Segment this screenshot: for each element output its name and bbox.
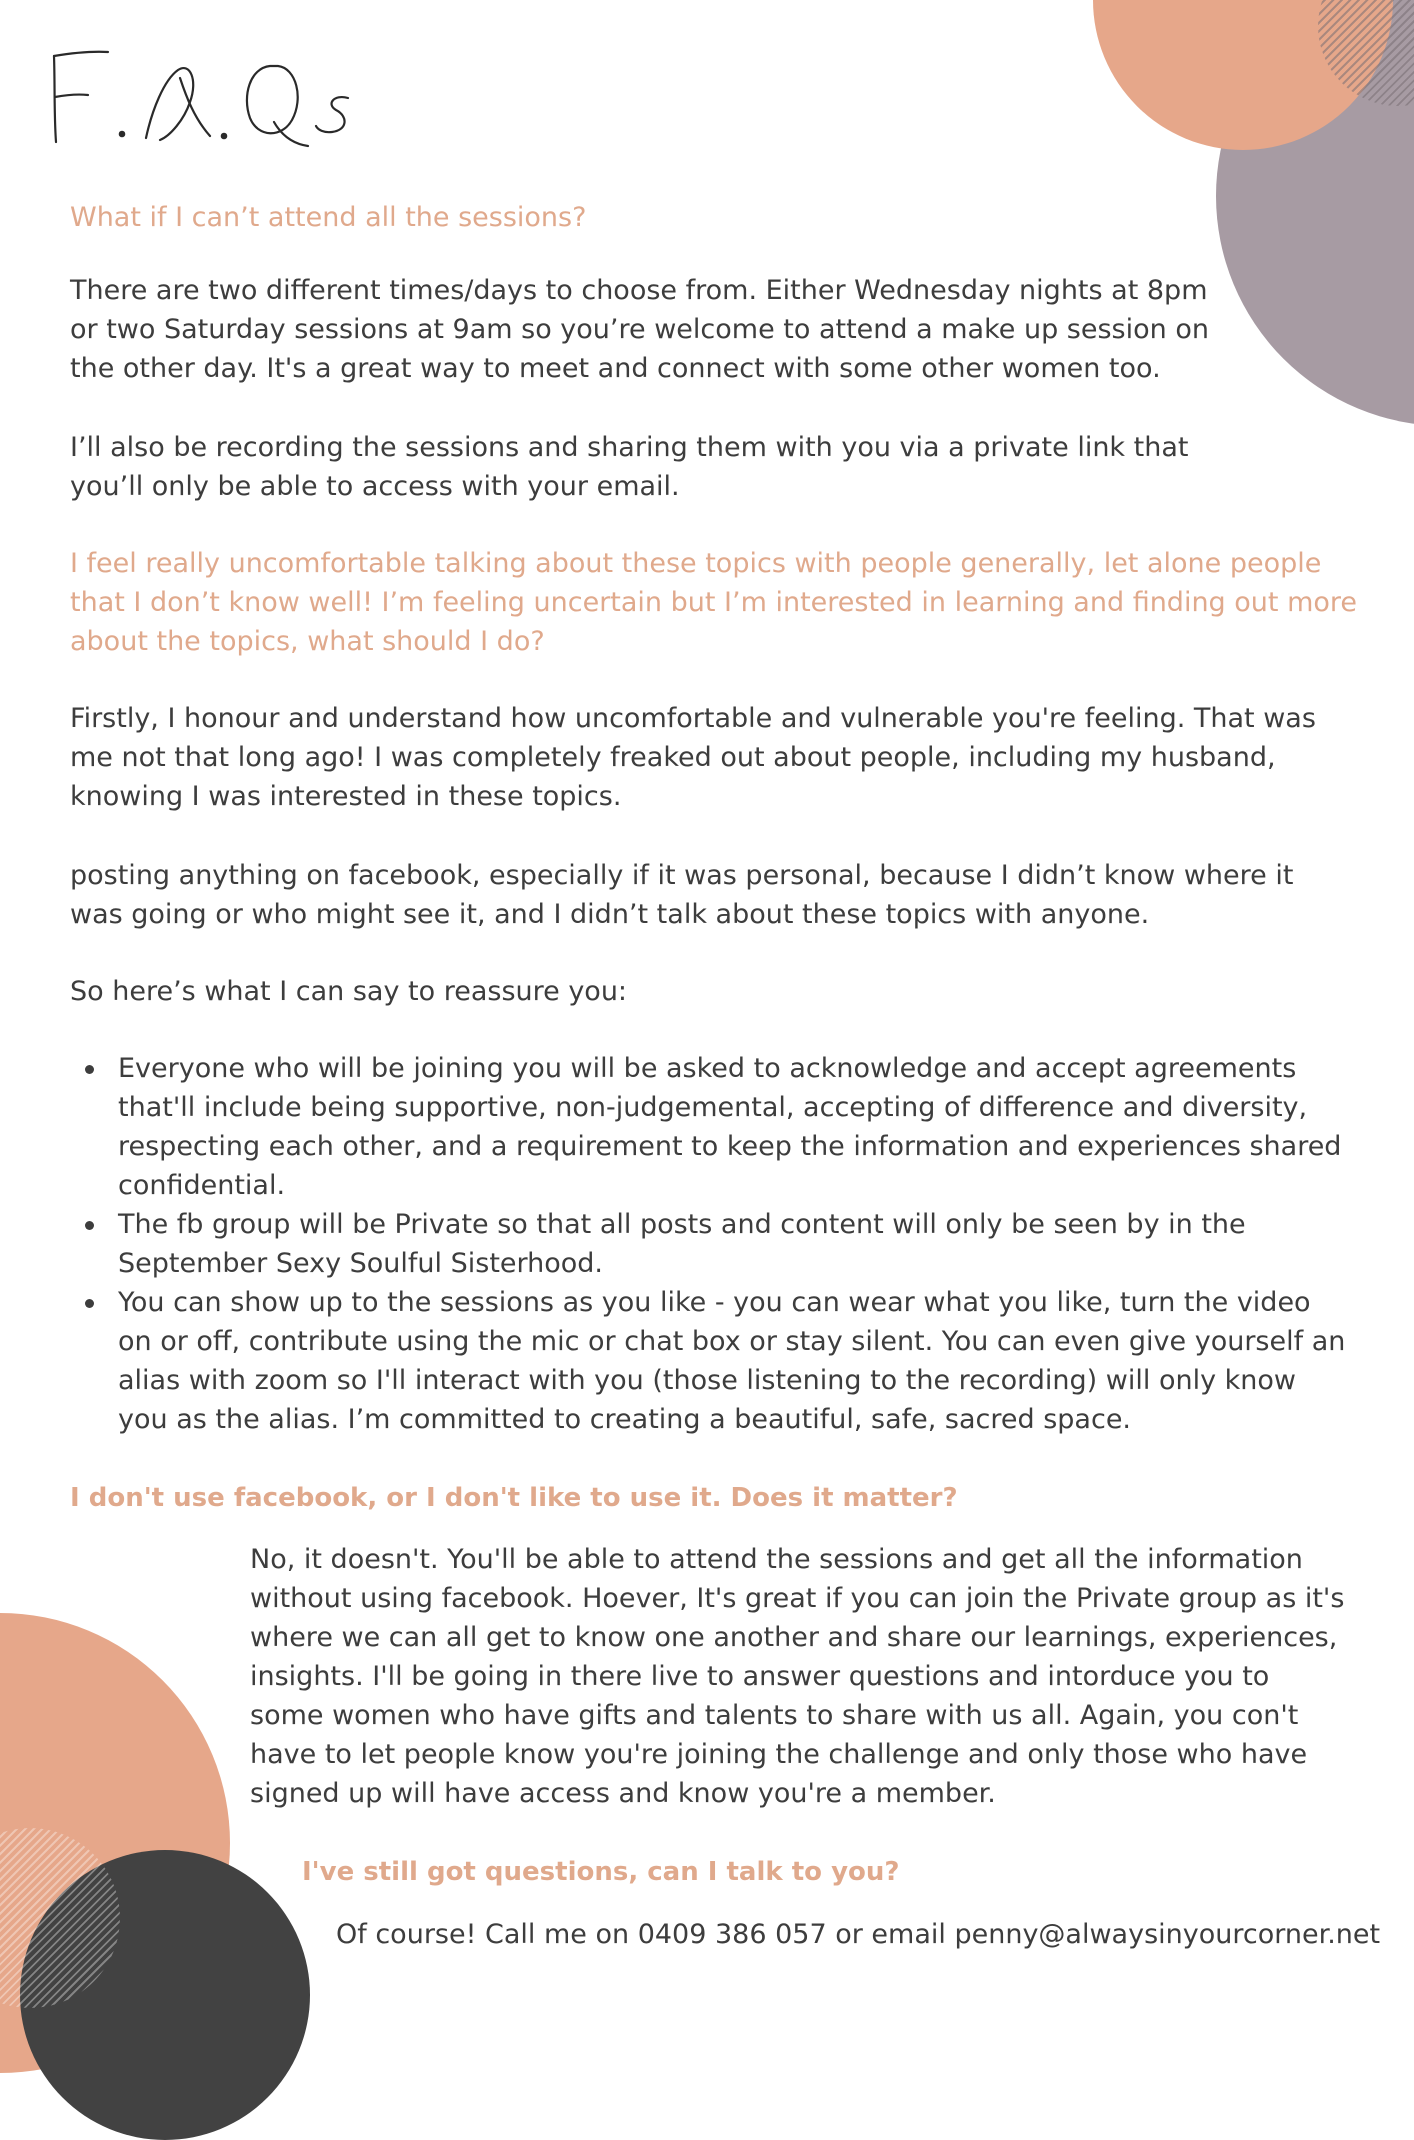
faq3-answer: No, it doesn't. You'll be able to attend the sessions and get all the information without using facebook. Hoever, It's great if you can join the Private group as it's where we can all get to know one another and share our learnings, experiences, insights. I'll be going in there live to answer questions and intorduce you to some women who have gifts and talents to share with us all. Again, you con't have to let people know you're joining the challenge and only those who have signed up will have access and know you're a member. xyxy=(250,1544,1345,1809)
faq2-answer-3: So here’s what I can say to reassure you: xyxy=(70,976,628,1007)
faq4-answer: Of course! Call me on 0409 386 057 or email penny@alwaysinyourcorner.net xyxy=(336,1919,1381,1950)
list-item: The fb group will be Private so that all posts and content will only be seen by in the September Sexy Soulful Sisterhood. xyxy=(70,1205,1350,1283)
faq4-question: I've still got questions, can I talk to you? xyxy=(302,1857,900,1887)
faq2-question: I feel really uncomfortable talking about these topics with people generally, let alone people that I don’t know well! I’m feeling uncertain but I’m interested in learning and finding out more about the topics, what should I do? xyxy=(70,548,1358,657)
reassurance-list xyxy=(70,1049,1350,1439)
faq2-answer-1: Firstly, I honour and understand how uncomfortable and vulnerable you're feeling. That was me not that long ago! I was completely freaked out about people, including my husband, knowing I was interested in these topics. xyxy=(70,703,1316,812)
list-item: Everyone who will be joining you will be asked to acknowledge and accept agreements that'll include being supportive, non-judgemental, accepting of difference and diversity, respecting each other, and a requirement to keep the information and experiences shared confidential. xyxy=(70,1049,1350,1205)
faq1-question: What if I can’t attend all the sessions? xyxy=(70,202,587,233)
faq2-answer-2: posting anything on facebook, especially if it was personal, because I didn’t know where it was going or who might see it, and I didn’t talk about these topics with anyone. xyxy=(70,860,1294,930)
faq3-question: I don't use facebook, or I don't like to use it. Does it matter? xyxy=(70,1483,958,1513)
handwritten-title-graphic xyxy=(42,40,402,150)
page-title xyxy=(42,40,402,150)
list-item: You can show up to the sessions as you like - you can wear what you like, turn the video on or off, contribute using the mic or chat box or stay silent. You can even give yourself an alias with zoom so I'll interact with you (those listening to the recording) will only know you as the alias. I’m committed to creating a beautiful, safe, sacred space. xyxy=(70,1283,1350,1439)
faq1-answer-1: There are two different times/days to choose from. Either Wednesday nights at 8pm or two Saturday sessions at 9am so you’re welcome to attend a make up session on the other day. It's a great way to meet and connect with some other women too. xyxy=(70,275,1209,384)
faq1-answer-2: I’ll also be recording the sessions and sharing them with you via a private link that you’ll only be able to access with your email. xyxy=(70,432,1189,502)
